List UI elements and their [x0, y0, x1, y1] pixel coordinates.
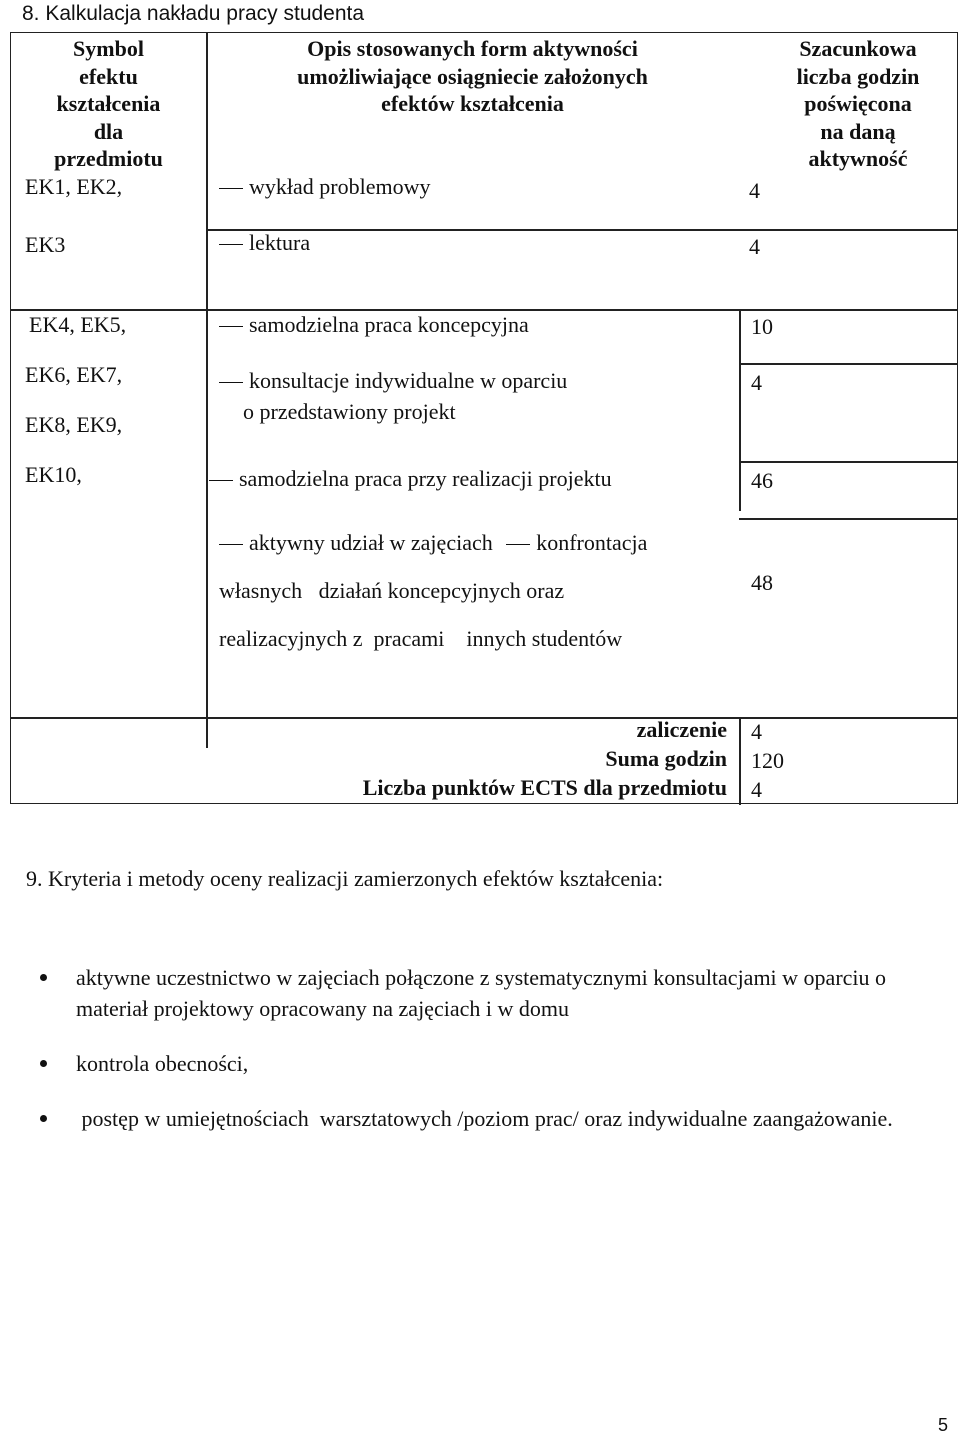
summary-label-suma: Suma godzin	[605, 746, 727, 771]
summary-label-ects: Liczba punktów ECTS dla przedmiotu	[362, 775, 727, 800]
section-9-title: 9. Kryteria i metody oceny realizacji zamierzonych efektów kształcenia:	[26, 866, 664, 891]
group-row-2-hours: 4	[751, 370, 762, 395]
group-row-3-activity: samodzielna praca przy realizacji projektu	[209, 465, 612, 492]
list-item: aktywne uczestnictwo w zajęciach połączone z systematycznymi konsultacjami w oparciu o materiał projektowy opracowany na zajęciach i w domu	[40, 962, 930, 1024]
list-item: postęp w umiejętnościach warsztatowych /poziom prac/ oraz indywidualne zaangażowanie.	[40, 1103, 930, 1134]
summary-value-suma: 120	[751, 748, 784, 773]
group-row-4-activity: aktywny udział w zajęciach konfrontacja własnych działań koncepcyjnych oraz realizacyjnych z pracami innych studentów	[219, 530, 648, 651]
header-opis: Opis stosowanych form aktywności umożliwiające osiągniecie założonych efektów kształcenia	[297, 36, 648, 116]
row-1-symbol: EK1, EK2,	[25, 174, 123, 199]
page-number: 5	[937, 1415, 948, 1435]
row-2-activity: lektura	[219, 229, 310, 256]
row-2-hours: 4	[749, 234, 760, 259]
row-divider-konsultacje	[739, 461, 957, 463]
bullet-icon	[40, 974, 47, 981]
group-symbol-2: EK6, EK7,	[25, 362, 123, 387]
row-1-activity: wykład problemowy	[219, 173, 430, 200]
header-symbol: Symbol efektu kształcenia dla przedmiotu	[54, 36, 163, 171]
dash-icon	[209, 480, 233, 481]
list-item: kontrola obecności,	[40, 1048, 930, 1079]
bullet-icon	[40, 1115, 47, 1122]
group-row-1-hours: 10	[751, 314, 773, 339]
summary-value-zaliczenie: 4	[751, 719, 762, 744]
header-godziny: Szacunkowa liczba godzin poświęcona na daną aktywność	[796, 36, 920, 171]
row-divider-koncepcyjna	[739, 363, 957, 365]
group-symbol-3: EK8, EK9,	[25, 412, 123, 437]
dash-icon	[506, 544, 530, 545]
row-2-symbol: EK3	[25, 232, 66, 257]
dash-icon	[219, 326, 243, 327]
dash-icon	[219, 544, 243, 545]
group-symbol-1: EK4, EK5,	[29, 312, 127, 337]
group-row-3-hours: 46	[751, 468, 773, 493]
col-divider-2	[739, 311, 741, 511]
bullet-icon	[40, 1060, 47, 1067]
criteria-list	[40, 962, 930, 1158]
dash-icon	[219, 244, 243, 245]
group-row-2-activity: konsultacje indywidualne w oparciu o przedstawiony projekt	[219, 365, 567, 427]
workload-table	[10, 32, 958, 804]
dash-icon	[219, 188, 243, 189]
group-row-4-hours: 48	[751, 570, 773, 595]
col-divider-1	[206, 33, 208, 748]
section-8-title: 8. Kalkulacja nakładu pracy studenta	[22, 2, 365, 25]
row-1-hours: 4	[749, 178, 760, 203]
row-divider-summary-top	[11, 717, 957, 719]
group-row-1-activity: samodzielna praca koncepcyjna	[219, 311, 529, 338]
col-divider-summary	[739, 717, 741, 805]
row-divider-wyklad	[206, 229, 957, 231]
row-divider-projekt	[739, 518, 957, 520]
group-symbol-4: EK10,	[25, 462, 82, 487]
summary-value-ects: 4	[751, 777, 762, 802]
dash-icon	[219, 382, 243, 383]
summary-label-zaliczenie: zaliczenie	[636, 717, 727, 742]
